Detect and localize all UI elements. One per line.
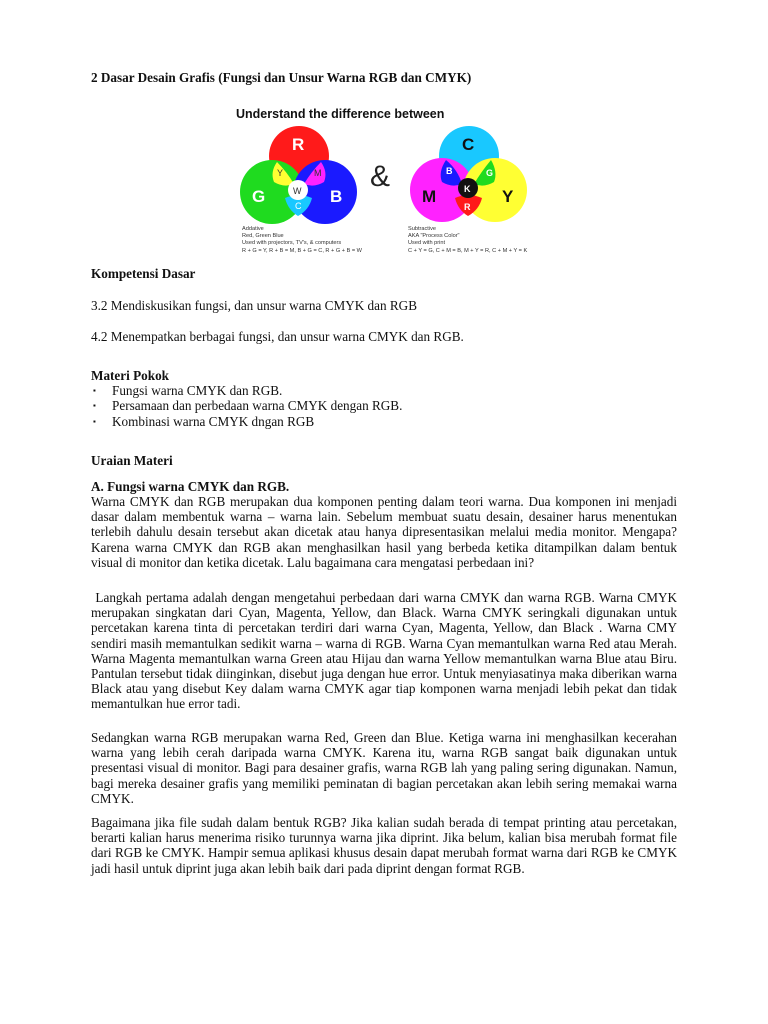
- bullet-marker: ▪: [93, 386, 96, 395]
- rgb-caption-line: Addative: [242, 226, 264, 232]
- rgb-label-g: G: [252, 187, 266, 206]
- rgb-label-c: C: [295, 201, 302, 211]
- list-item-text: Fungsi warna CMYK dan RGB.: [112, 383, 283, 398]
- rgb-label-m: M: [314, 168, 322, 178]
- uraian-subheading: A. Fungsi warna CMYK dan RGB.: [91, 479, 290, 494]
- rgb-caption-line: Used with projectors, TV's, & computers: [242, 240, 342, 246]
- rgb-cmyk-figure: [232, 102, 534, 258]
- kompetensi-heading: Kompetensi Dasar: [91, 266, 196, 281]
- cmyk-label-m: M: [422, 187, 437, 206]
- list-item: [91, 398, 402, 413]
- rgb-caption-line: Red, Green Blue: [242, 233, 284, 239]
- rgb-caption-line: R + G = Y, R + B = M, B + G = C, R + G + B = W: [242, 248, 362, 254]
- cmyk-caption-line: Subtractive: [408, 226, 436, 232]
- paragraph: Bagaimana jika file sudah dalam bentuk RGB? Jika kalian sudah berada di tempat printing atau percetakan, berarti kalian harus menerima risiko turunnya warna jika diprint. Jika belum, kalian bisa merubah format file dari RGB ke CMYK. Hampir semua aplikasi khusus desain dapat merubah format warna dari RGB ke CMYK jadi hasil untuk diprint juga akan lebih baik dari pada diprint dengan format RGB.: [91, 815, 677, 876]
- rgb-label-w: W: [293, 186, 302, 196]
- cmyk-caption-line: Used with print: [408, 240, 445, 246]
- kompetensi-item: 4.2 Menempatkan berbagai fungsi, dan unsur warna CMYK dan RGB.: [91, 329, 464, 344]
- rgb-label-r: R: [292, 135, 305, 154]
- materi-pokok-list: [91, 383, 402, 429]
- cmyk-label-c: C: [462, 135, 475, 154]
- rgb-caption: [242, 226, 363, 254]
- rgb-diagram: [240, 126, 357, 224]
- bullet-marker: ▪: [93, 401, 96, 411]
- cmyk-label-y: Y: [502, 187, 514, 206]
- cmyk-label-b: B: [446, 166, 453, 176]
- list-item-text: Kombinasi warna CMYK dngan RGB: [112, 413, 315, 429]
- list-item: [91, 383, 402, 398]
- cmyk-caption-line: C + Y = G, C + M = B, M + Y = R, C + M + Y = K: [408, 248, 528, 254]
- cmyk-diagram: [410, 126, 527, 222]
- paragraph: Warna CMYK dan RGB merupakan dua komponen penting dalam teori warna. Dua komponen ini menjadi dasar dalam membentuk warna – warna lain. Sebelum membuat suatu desain, desainer harus menentukan terlebih dahulu desain tersebut akan dicetak atau hanya dipresentasikan melalui media monitor. Mengapa? Karena warna CMYK dan RGB akan menghasilkan hasil yang berbeda ketika ditampilkan dalam bentuk visual di monitor dan ketika dicetak. Lalu bagaimana cara mengatasi perbedaan ini?: [91, 494, 677, 570]
- kompetensi-item: 3.2 Mendiskusikan fungsi, dan unsur warna CMYK dan RGB: [91, 298, 417, 313]
- document-title: 2 Dasar Desain Grafis (Fungsi dan Unsur Warna RGB dan CMYK): [91, 70, 472, 85]
- paragraph: Langkah pertama adalah dengan mengetahui perbedaan dari warna CMYK dan warna RGB. Warna CMYK merupakan singkatan dari Cyan, Magenta, Yellow, dan Black. Warna CMYK seringkali digunakan untuk percetakan karena tinta di percetakan terdiri dari warna Cyan, Magenta, Yellow, dan Black . Warna CMY sendiri masih memantulkan sedikit warna – warna di RGB. Warna Cyan memantulkan warna Red atau Merah. Warna Magenta memantulkan warna Green atau Hijau dan warna Yellow memantulkan warna Blue atau Biru. Pantulan tersebut tidak diinginkan, disebut juga dengan hue error. Untuk menyiasatinya maka diberikan warna Black atau yang disebut Key dalam warna CMYK agar tiap komponen warna menjadi lebih pekat dan tidak memantulkan hue error tadi.: [91, 590, 681, 712]
- cmyk-label-r: R: [464, 202, 471, 212]
- cmyk-caption-line: AKA "Process Color": [408, 233, 460, 239]
- rgb-label-b: B: [330, 187, 343, 206]
- cmyk-label-g: G: [486, 168, 494, 178]
- figure-ampersand: &: [370, 160, 391, 193]
- list-item: [91, 414, 402, 429]
- bullet-marker: ▪: [93, 416, 96, 426]
- list-item-text: Persamaan dan perbedaan warna CMYK dengan RGB.: [112, 398, 403, 414]
- cmyk-label-k: K: [464, 184, 471, 194]
- materi-pokok-heading: Materi Pokok: [91, 368, 170, 383]
- uraian-heading: Uraian Materi: [91, 453, 173, 468]
- figure-heading: Understand the difference between: [236, 107, 445, 121]
- cmyk-caption: [408, 226, 528, 254]
- rgb-label-y: Y: [277, 168, 284, 178]
- paragraph: Sedangkan warna RGB merupakan warna Red, Green dan Blue. Ketiga warna ini menghasilkan kecerahan warna yang lebih cerah daripada warna CMYK. Karena itu, warna RGB sangat baik digunakan untuk presentasi visual di monitor. Bagi para desainer grafis, warna RGB lah yang paling sering digunakan. Namun, bagi mereka desainer grafis yang memiliki peminatan di bagian percetakan akan lebih sering memakai warna CMYK.: [91, 730, 677, 806]
